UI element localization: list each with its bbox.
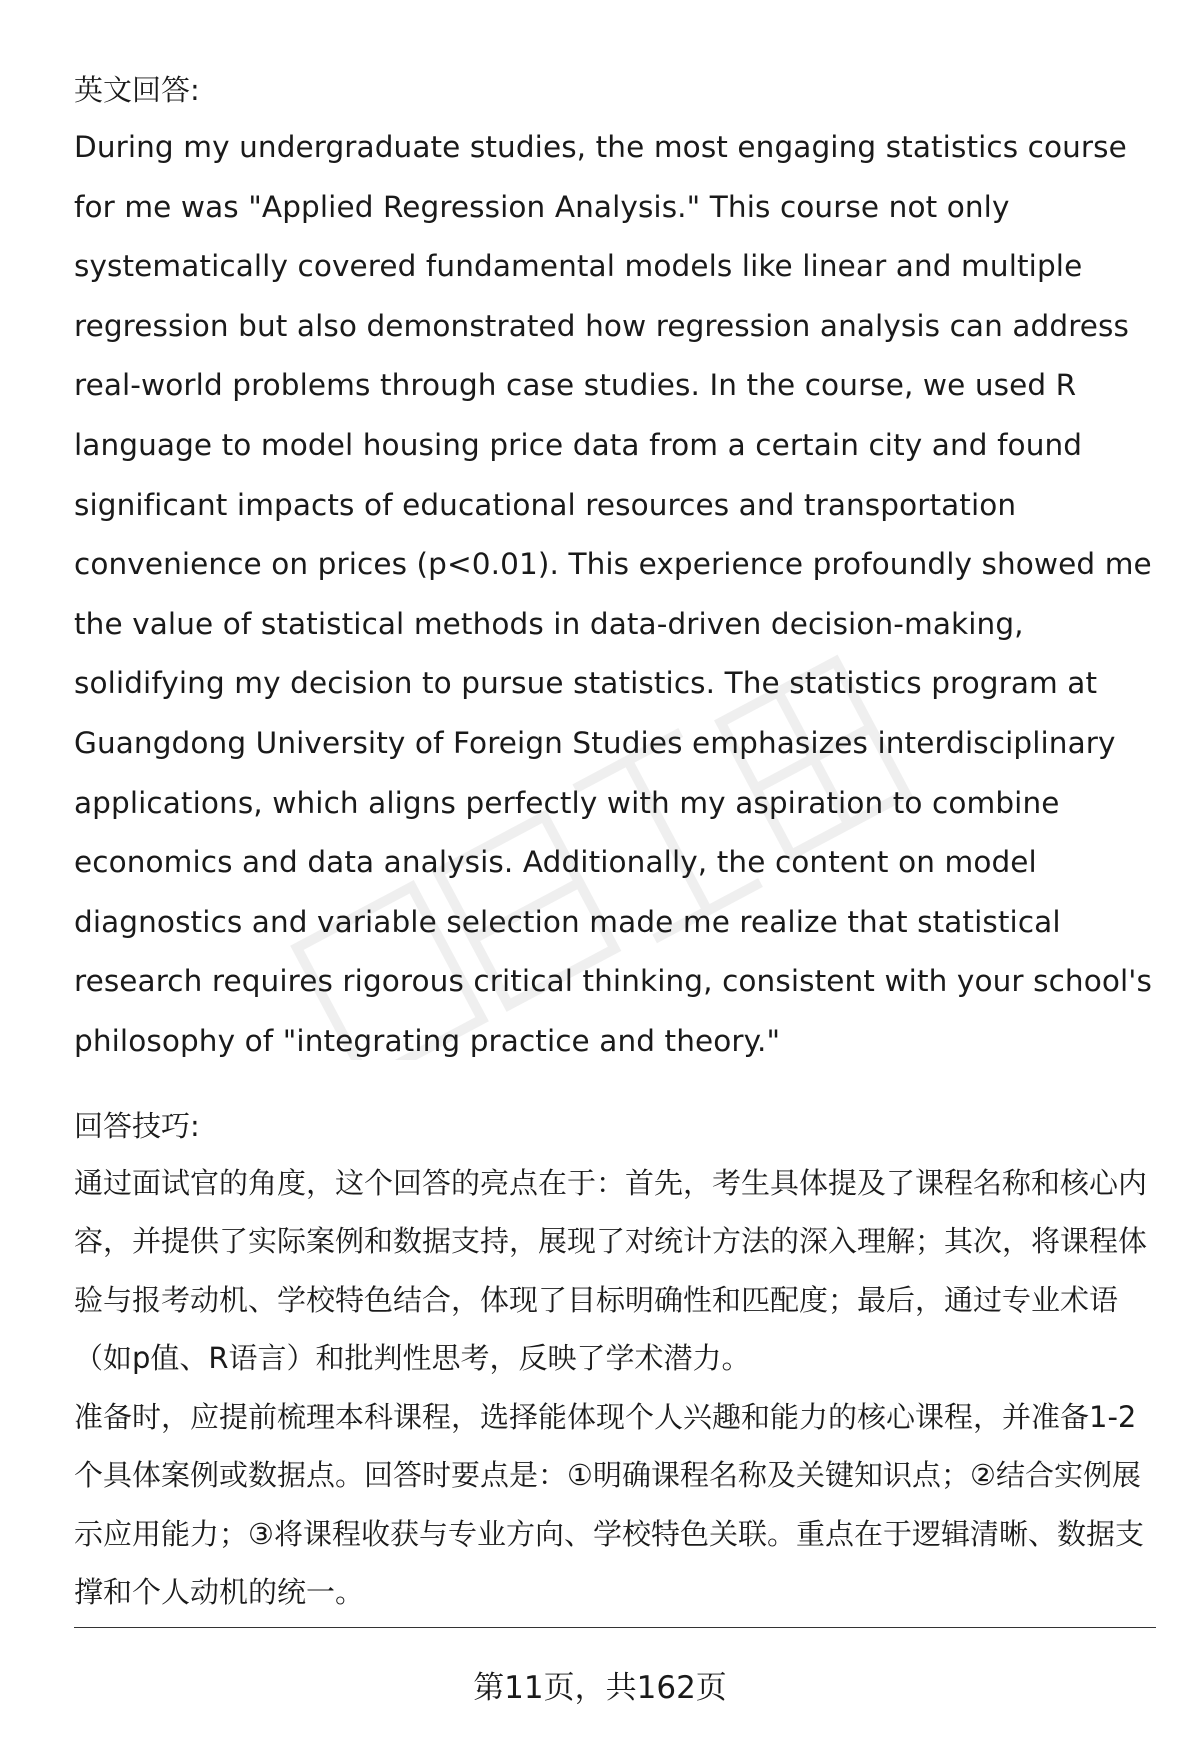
answer-tips-heading: 回答技巧: xyxy=(74,1108,200,1143)
english-answer-section xyxy=(74,62,1152,1072)
answer-tips-section xyxy=(74,1098,1152,1622)
page-number: 第11页，共162页 xyxy=(473,1670,727,1706)
answer-tips-paragraph-2: 准备时，应提前梳理本科课程，选择能体现个人兴趣和能力的核心课程，并准备1-2个具体案例或数据点。回答时要点是：①明确课程名称及关键知识点；②结合实例展示应用能力；③将课程收获与专业方向、学校特色关联。重点在于逻辑清晰、数据支撑和个人动机的统一。 xyxy=(74,1399,1144,1609)
main-content xyxy=(74,62,1152,1622)
footer-divider xyxy=(74,1627,1156,1628)
answer-tips-paragraph-1: 通过面试官的角度，这个回答的亮点在于：首先，考生具体提及了课程名称和核心内容，并提供了实际案例和数据支持，展现了对统计方法的深入理解；其次，将课程体验与报考动机、学校特色结合，体现了目标明确性和匹配度；最后，通过专业术语（如p值、R语言）和批判性思考，反映了学术潜力。 xyxy=(74,1165,1148,1375)
english-answer-text: During my undergraduate studies, the most engaging statistics course for me was "Applied Regression Analysis." This course not only systematically covered fundamental models like linear and multiple regression but also demonstrated how regression analysis can address real-world problems through case studies. In the course, we used R language to model housing price data from a certain city and found significant impacts of educational resources and transportation convenience on prices (p<0.01). This experience profoundly showed me the value of statistical methods in data-driven decision-making, solidifying my decision to pursue statistics. The statistics program at Guangdong University of Foreign Studies emphasizes interdisciplinary applications, which aligns perfectly with my aspiration to combine economics and data analysis. Additionally, the content on model diagnostics and variable selection made me realize that statistical research requires rigorous critical thinking, consistent with your school's philosophy of "integrating practice and theory." xyxy=(74,130,1152,1058)
english-answer-heading: 英文回答: xyxy=(74,73,200,107)
section-spacer xyxy=(74,1072,1152,1098)
